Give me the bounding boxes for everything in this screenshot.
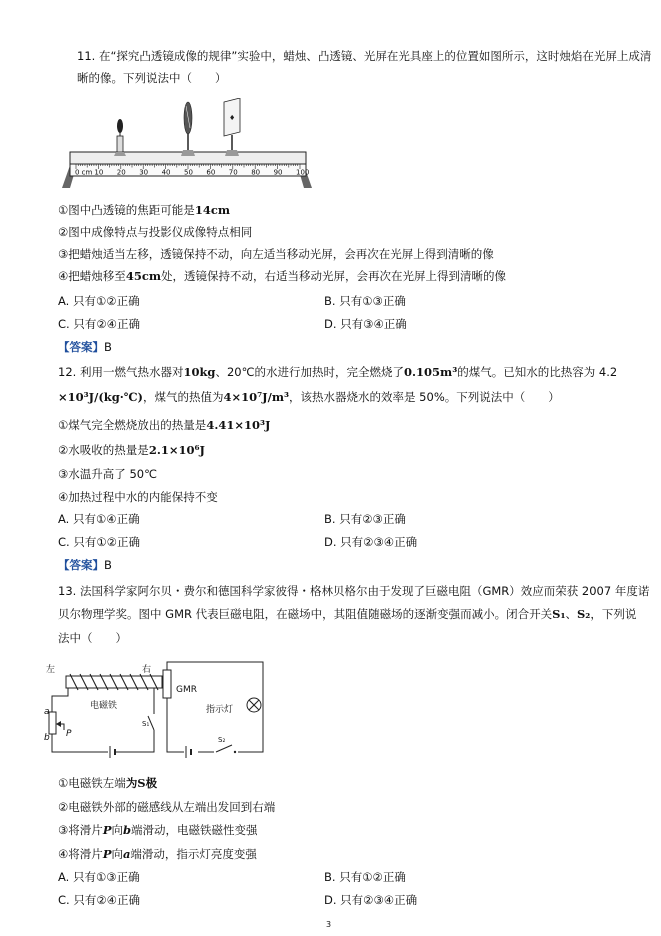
q13-statement-2: ②电磁铁外部的磁感线从左端出发回到右端 — [58, 800, 276, 814]
q12-option-c[interactable]: C. 只有①②正确 — [58, 535, 140, 549]
label-s2: S₂ — [218, 736, 226, 744]
q13-statement-4: ④将滑片P向a端滑动，指示灯亮度变强 — [58, 847, 257, 861]
bench-label: 40 — [161, 168, 171, 177]
q13-statement-1: ①电磁铁左端为S极 — [58, 776, 158, 790]
q13-option-b[interactable]: B. 只有①②正确 — [324, 870, 406, 884]
bench-label: 80 — [251, 168, 261, 177]
q11-statement-4: ④把蜡烛移至45cm处，透镜保持不动，右适当移动光屏，会再次在光屏上得到清晰的像 — [58, 269, 506, 283]
bench-label: 70 — [228, 168, 238, 177]
q11-stem-line2: 晰的像。下列说法中（ ） — [77, 71, 227, 85]
bench-label: 20 — [116, 168, 126, 177]
q13-statement-3: ③将滑片P向b端滑动，电磁铁磁性变强 — [58, 823, 258, 837]
q12-statement-2: ②水吸收的热量是2.1×10⁶J — [58, 443, 205, 457]
q11-option-d[interactable]: D. 只有③④正确 — [324, 317, 407, 331]
q11-option-b[interactable]: B. 只有①③正确 — [324, 294, 406, 308]
q13-stem-line3: 法中（ ） — [58, 631, 127, 645]
q13-option-a[interactable]: A. 只有①③正确 — [58, 870, 140, 884]
q12-option-b[interactable]: B. 只有②③正确 — [324, 512, 406, 526]
label-s1: S₁ — [142, 720, 150, 728]
gmr-resistor — [163, 670, 171, 698]
q12-option-d[interactable]: D. 只有②③④正确 — [324, 535, 418, 549]
bench-label: 60 — [206, 168, 216, 177]
optical-bench-figure — [58, 98, 320, 193]
q12-answer: 【答案】B — [58, 558, 112, 572]
q11-statement-2: ②图中成像特点与投影仪成像特点相同 — [58, 225, 253, 239]
q11-answer: 【答案】B — [58, 340, 112, 354]
label-p: P — [66, 729, 72, 739]
q11-option-a[interactable]: A. 只有①②正确 — [58, 294, 140, 308]
label-left: 左 — [46, 665, 56, 675]
q12-statement-4: ④加热过程中水的内能保持不变 — [58, 490, 218, 504]
bench-label: 90 — [273, 168, 283, 177]
bench-label: 0 cm — [75, 168, 93, 177]
bench-label: 30 — [139, 168, 149, 177]
q11-option-c[interactable]: C. 只有②④正确 — [58, 317, 140, 331]
page-number: 3 — [326, 920, 332, 929]
q12-statement-3: ③水温升高了 50℃ — [58, 467, 158, 481]
q12-statement-1: ①煤气完全燃烧放出的热量是4.41×10³J — [58, 418, 271, 432]
q12-stem-line1: 12. 利用一燃气热水器对10kg、20℃的水进行加热时，完全燃烧了0.105m³的煤气。已知水的比热容为 4.2 — [58, 365, 618, 379]
label-lamp: 指示灯 — [206, 705, 234, 715]
light-screen — [224, 98, 240, 156]
candle — [114, 119, 126, 156]
q13-stem-line2: 贝尔物理学奖。图中 GMR 代表巨磁电阻，在磁场中，其阻值随磁场的逐渐变强而减小。闭合开关S₁、S₂，下列说 — [58, 607, 637, 621]
svg-text:♦: ♦ — [229, 114, 236, 122]
label-gmr: GMR — [176, 685, 197, 695]
q12-stem-line2: ×10³J/(kg·℃)，煤气的热值为4×10⁷J/m³，该热水器烧水的效率是 50%。下列说法中（ ） — [58, 390, 560, 404]
q11-statement-3: ③把蜡烛适当左移，透镜保持不动，向左适当移动光屏，会再次在光屏上得到清晰的像 — [58, 247, 494, 261]
q13-option-c[interactable]: C. 只有②④正确 — [58, 893, 140, 907]
q13-stem-line1: 13. 法国科学家阿尔贝・费尔和德国科学家彼得・格林贝格尔由于发现了巨磁电阻（GMR）效应而荣获 2007 年度诺 — [58, 584, 650, 598]
gmr-circuit-figure — [44, 660, 274, 760]
q12-option-a[interactable]: A. 只有①④正确 — [58, 512, 140, 526]
label-a: a — [44, 707, 50, 717]
bench-label: 50 — [184, 168, 193, 177]
bench-label: 10 — [94, 168, 104, 177]
q13-option-d[interactable]: D. 只有②③④正确 — [324, 893, 418, 907]
convex-lens — [181, 102, 195, 156]
q11-statement-1: ①图中凸透镜的焦距可能是14cm — [58, 203, 230, 217]
rheostat — [49, 712, 56, 734]
label-right: 右 — [142, 665, 152, 675]
q11-stem-line1: 11. 在“探究凸透镜成像的规律”实验中，蜡烛、凸透镜、光屏在光具座上的位置如图所示，这时烛焰在光屏上成清 — [77, 49, 652, 63]
label-b: b — [44, 733, 50, 743]
label-electromagnet: 电磁铁 — [90, 701, 118, 711]
bench-label: 100 — [296, 168, 310, 177]
